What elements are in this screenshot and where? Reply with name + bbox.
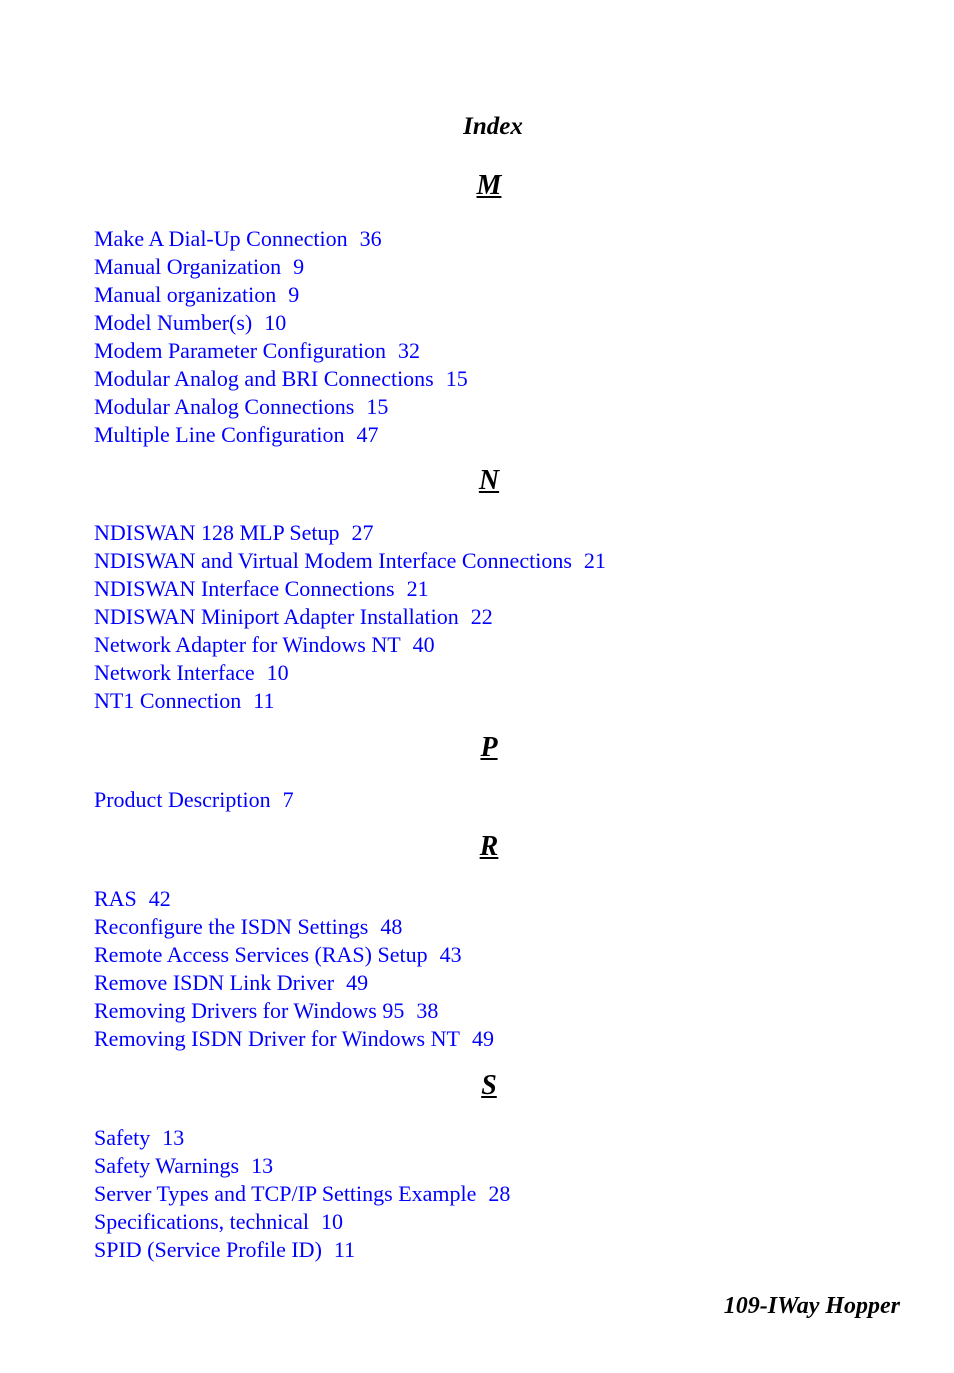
entry-text: Manual organization [94,282,277,307]
index-entry[interactable] [94,575,606,603]
index-entry[interactable] [94,997,494,1025]
entry-page: 13 [251,1153,274,1178]
index-entry[interactable] [94,1208,510,1236]
entry-page: 47 [356,422,379,447]
entry-text: NDISWAN 128 MLP Setup [94,520,340,545]
entry-page: 42 [148,886,171,911]
entry-text: Removing Drivers for Windows 95 [94,998,405,1023]
entry-page: 22 [470,604,493,629]
entry-text: RAS [94,886,137,911]
section-letter-p: P [480,732,498,763]
section-letter-s: S [481,1070,497,1101]
index-entry[interactable] [94,687,606,715]
entry-page: 15 [366,394,389,419]
page-title: Index [463,113,523,140]
entry-text: Manual Organization [94,254,282,279]
entry-text: Server Types and TCP/IP Settings Example [94,1181,477,1206]
index-list-n [94,519,606,715]
entry-page: 10 [264,310,287,335]
entry-text: Safety Warnings [94,1153,240,1178]
index-entry[interactable] [94,281,468,309]
index-entry[interactable] [94,421,468,449]
section-letter-n: N [478,465,500,496]
entry-page: 38 [416,998,439,1023]
page-footer: 109-IWay Hopper [723,1293,900,1319]
entry-page: 27 [351,520,374,545]
entry-page: 13 [162,1125,185,1150]
entry-page: 7 [282,787,294,812]
entry-page: 9 [288,282,300,307]
index-entry[interactable] [94,1152,510,1180]
entry-text: NDISWAN Interface Connections [94,576,395,601]
index-entry[interactable] [94,941,494,969]
entry-page: 10 [321,1209,344,1234]
index-entry[interactable] [94,659,606,687]
index-entry[interactable] [94,393,468,421]
entry-text: Modular Analog Connections [94,394,355,419]
index-entry[interactable] [94,913,494,941]
entry-page: 21 [583,548,606,573]
entry-page: 36 [359,226,382,251]
entry-text: Reconfigure the ISDN Settings [94,914,369,939]
entry-page: 11 [333,1237,356,1262]
entry-text: Removing ISDN Driver for Windows NT [94,1026,460,1051]
index-entry[interactable] [94,253,468,281]
index-entry[interactable] [94,631,606,659]
index-entry[interactable] [94,786,294,814]
index-entry[interactable] [94,885,494,913]
index-list-m [94,225,468,449]
entry-text: Safety [94,1125,151,1150]
entry-page: 10 [266,660,289,685]
entry-page: 48 [380,914,403,939]
index-entry[interactable] [94,225,468,253]
entry-text: SPID (Service Profile ID) [94,1237,322,1262]
entry-page: 11 [253,688,275,713]
index-entry[interactable] [94,969,494,997]
entry-text: Specifications, technical [94,1209,310,1234]
index-list-p [94,786,294,814]
entry-text: Remote Access Services (RAS) Setup [94,942,428,967]
entry-page: 32 [398,338,421,363]
index-entry[interactable] [94,1236,510,1264]
entry-text: Network Adapter for Windows NT [94,632,401,657]
entry-page: 43 [439,942,462,967]
entry-page: 21 [406,576,429,601]
index-entry[interactable] [94,309,468,337]
entry-text: Modem Parameter Configuration [94,338,387,363]
index-entry[interactable] [94,337,468,365]
entry-page: 49 [346,970,369,995]
entry-text: NT1 Connection [94,688,242,713]
entry-page: 9 [293,254,305,279]
index-entry[interactable] [94,365,468,393]
index-entry[interactable] [94,603,606,631]
entry-text: Model Number(s) [94,310,253,335]
entry-page: 49 [471,1026,494,1051]
entry-text: NDISWAN and Virtual Modem Interface Connections [94,548,572,573]
section-letter-m: M [476,170,502,201]
entry-text: NDISWAN Miniport Adapter Installation [94,604,459,629]
entry-page: 40 [412,632,435,657]
index-entry[interactable] [94,547,606,575]
section-letter-r: R [479,831,499,862]
entry-page: 15 [445,366,468,391]
entry-text: Make A Dial-Up Connection [94,226,348,251]
entry-text: Modular Analog and BRI Connections [94,366,434,391]
entry-text: Product Description [94,787,271,812]
index-list-s [94,1124,510,1264]
index-entry[interactable] [94,1180,510,1208]
index-entry[interactable] [94,1025,494,1053]
index-list-r [94,885,494,1053]
index-entry[interactable] [94,519,606,547]
index-entry[interactable] [94,1124,510,1152]
entry-page: 28 [488,1181,511,1206]
entry-text: Network Interface [94,660,255,685]
entry-text: Multiple Line Configuration [94,422,345,447]
entry-text: Remove ISDN Link Driver [94,970,335,995]
